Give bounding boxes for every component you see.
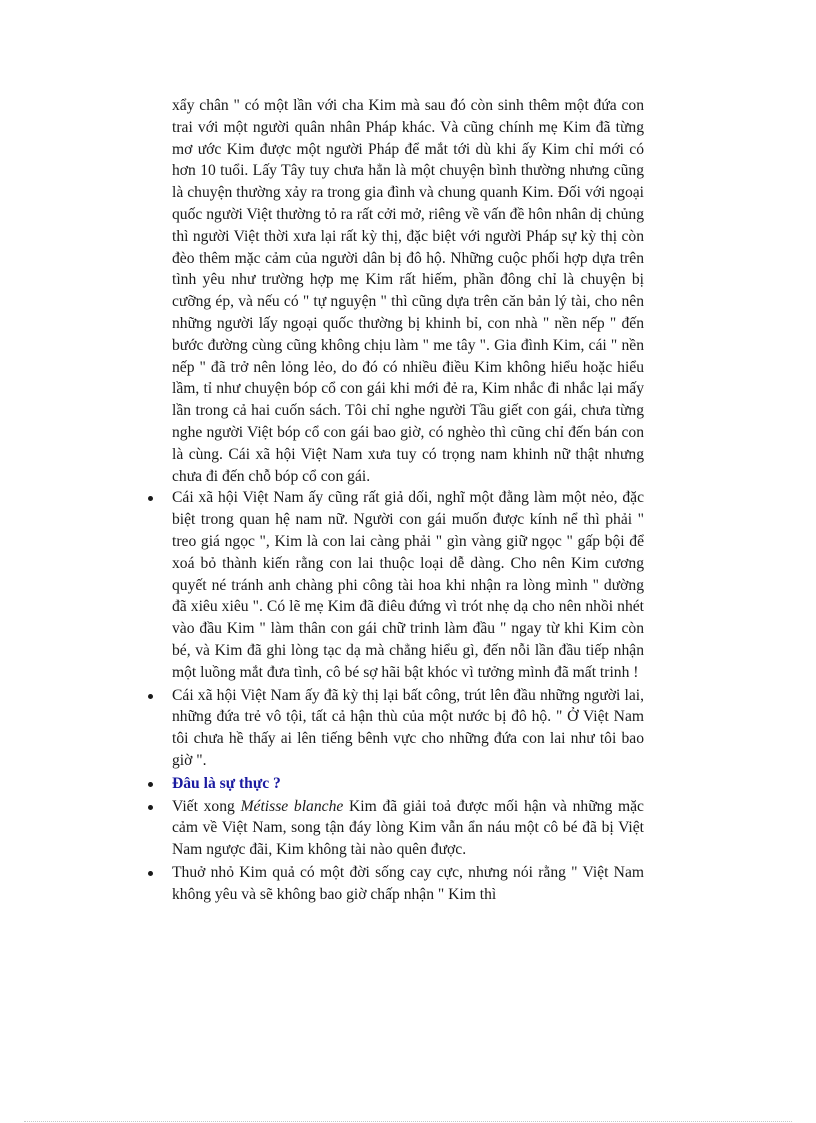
bullet-text: Thuở nhỏ Kim quả có một đời sống cay cực, nhưng nói rằng " Việt Nam không yêu và sẽ không bao giờ chấp nhận " Kim thì bbox=[172, 863, 644, 903]
book-title: Métisse blanche bbox=[240, 797, 344, 815]
bullet-text: Cái xã hội Việt Nam ấy đã kỳ thị lại bất công, trút lên đầu những người lai, những đứa trẻ vô tội, tất cả hận thù của một nước bị đô hộ. " Ở Việt Nam tôi chưa hề thấy ai lên tiếng bênh vực cho những đứa con lai như tôi bao giờ ". bbox=[172, 686, 644, 769]
bullet-icon bbox=[148, 805, 153, 810]
document-body bbox=[172, 95, 644, 906]
intro-paragraph: xẩy chân " có một lần với cha Kim mà sau đó còn sinh thêm một đứa con trai với một người quân nhân Pháp khác. Và cũng chính mẹ Kim đã từng mơ ước Kim được một người Pháp để mắt tới dù khi ấy Kim chỉ mới có hơn 10 tuổi. Lấy Tây tuy chưa hẳn là một chuyện bình thường nhưng cũng là chuyện thường xảy ra trong gia đình và chung quanh Kim. Đối với ngoại quốc người Việt thường tỏ ra rất cởi mở, riêng về vấn đề hôn nhân dị chủng thì người Việt thời xưa lại rất kỳ thị, đặc biệt với người Pháp sự kỳ thị còn đèo thêm mặc cảm của người dân bị đô hộ. Những cuộc phối hợp dựa trên tình yêu như trường hợp mẹ Kim rất hiếm, phần đông chỉ là chuyện bị cưỡng ép, và nếu có " tự nguyện " thì cũng dựa trên căn bản lý tài, cho nên những người lấy ngoại quốc thường bị khinh bỉ, con nhà " nền nếp " đến bước đường cùng cũng không chịu làm " me tây ". Gia đình Kim, cái " nền nếp " đã trở nên lỏng lẻo, do đó có nhiều điều Kim không hiểu hoặc hiểu lầm, tỉ như chuyện bóp cổ con gái khi mới đẻ ra, Kim nhắc đi nhắc lại mấy lần trong cả hai cuốn sách. Tôi chỉ nghe người Tầu giết con gái, chưa từng nghe người Việt bóp cổ con gái bao giờ, có nghèo thì cũng chỉ đến bán con là cùng. Cái xã hội Việt Nam xưa tuy có trọng nam khinh nữ thật nhưng chưa đi đến chỗ bóp cổ con gái. bbox=[172, 97, 644, 485]
bullet-text: Cái xã hội Việt Nam ấy cũng rất giả dối, nghĩ một đằng làm một nẻo, đặc biệt trong quan hệ nam nữ. Người con gái muốn được kính nể thì phải " treo giá ngọc ", Kim là con lai càng phải " gìn vàng giữ ngọc " gấp bội để xoá bỏ thành kiến rằng con lai thuộc loại dễ dàng. Cho nên Kim cương quyết né tránh anh chàng phi công tài hoa khi nhận ra lòng mình " dường đã xiêu xiêu ". Có lẽ mẹ Kim đã điêu đứng vì trót nhẹ dạ cho nên nhồi nhét vào đầu Kim " làm thân con gái chữ trinh làm đầu " ngay từ khi Kim còn bé, và Kim đã ghi lòng tạc dạ mà chẳng hiểu gì, đến nỗi lần đầu tiếp nhận một luồng mắt đưa tình, cô bé sợ hãi bật khóc vì tưởng mình đã mất trinh ! bbox=[172, 489, 644, 681]
list-item bbox=[172, 796, 644, 861]
bullet-icon bbox=[148, 694, 153, 699]
bullet-text-pre: Viết xong bbox=[172, 797, 241, 815]
bullet-list bbox=[172, 487, 644, 905]
list-item bbox=[172, 773, 644, 795]
bullet-icon bbox=[148, 496, 153, 501]
page-bottom-border bbox=[24, 1121, 792, 1122]
bullet-text-post: Kim đã giải toả được mối hận và những mặc cảm về Việt Nam, song tận đáy lòng Kim vẫn ẩn náu một cô bé đã bị Việt Nam ngược đãi, Kim không tài nào quên được. bbox=[172, 797, 644, 859]
list-item bbox=[172, 862, 644, 906]
bullet-icon bbox=[148, 782, 153, 787]
bullet-icon bbox=[148, 871, 153, 876]
section-heading: Đâu là sự thực ? bbox=[172, 774, 281, 792]
list-item bbox=[172, 685, 644, 772]
list-item bbox=[172, 487, 644, 683]
